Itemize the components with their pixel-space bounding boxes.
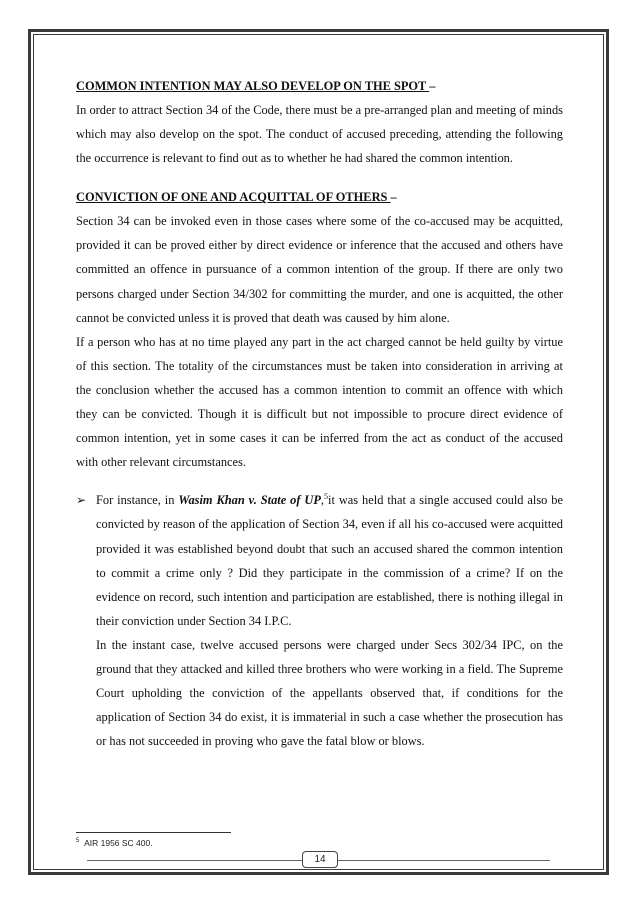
section-heading-conviction-acquittal: CONVICTION OF ONE AND ACQUITTAL OF OTHERS – [76,190,397,205]
section-heading-common-intention: COMMON INTENTION MAY ALSO DEVELOP ON THE SPOT – [76,79,436,93]
page-content [76,74,563,753]
section-paragraph-1: Section 34 can be invoked even in those cases where some of the co-accused may be acquitted, provided it can be proved either by direct evidence or inference that the accused and others have committed an offence in pursuance of a common intention of the group. If there are only two persons charged under Section 34/302 for committing the murder, and one is acquitted, the other cannot be convicted unless it is proved that death was caused by him alone. [76,214,563,325]
footnote: $^5$ AIR 1956 SC 400. [76,838,153,848]
section-paragraph-2: If a person who has at no time played any part in the act charged cannot be held guilty by virtue of this section. The totality of the circumstances must be taken into consideration in arriving at the conclusion whether the accused has a common intention to commit an offence with which they can be convicted. Though it is difficult but not impossible to procure direct evidence of common intention, yet in some cases it can be inferred from the act as conduct of the accused with other relevant circumstances. [76,334,563,470]
section-body-common-intention: In order to attract Section 34 of the Code, there must be a pre-arranged plan and meeting of minds which may also develop on the spot. The conduct of accused preceding, attending the following the occurrence is relevant to find out as to whether he had shared the common intention. [76,103,563,166]
bullet-paragraph-2: In the instant case, twelve accused persons were charged under Secs 302/34 IPC, on the ground that they attacked and killed three brothers who were working in a field. The Supreme Court upholding the conviction of the appellants observed that, if conditions for the application of Section 34 do exist, it is immaterial in such a case whether the prosecution has or has not succeeded in proving who gave the fatal blow or blows. [96,637,563,749]
bullet-item-wasim-khan [76,488,563,753]
page-number: 14 [302,851,338,868]
footnote-divider [76,832,231,833]
footer-line-left [87,860,302,861]
bullet-paragraph-1: For instance, in Wasim Khan v. State of UP,$^5$it was held that a single accused could also be convicted by reason of the application of Section 34, even if all his co-accused were acquitted provided it was established beyond doubt that such an accused shared the common intention to commit a crime only ? Did they participate in the commission of a crime? If on the evidence on record, such intention and participation are established, there is nothing illegal in their conviction under Section 34 I.P.C. [96,492,563,628]
footnote-reference[interactable]: 5 [324,492,329,502]
footer-line-right [338,860,550,861]
arrow-bullet-icon: ➢ [76,493,87,508]
case-name: Wasim Khan v. State of UP [178,493,321,508]
